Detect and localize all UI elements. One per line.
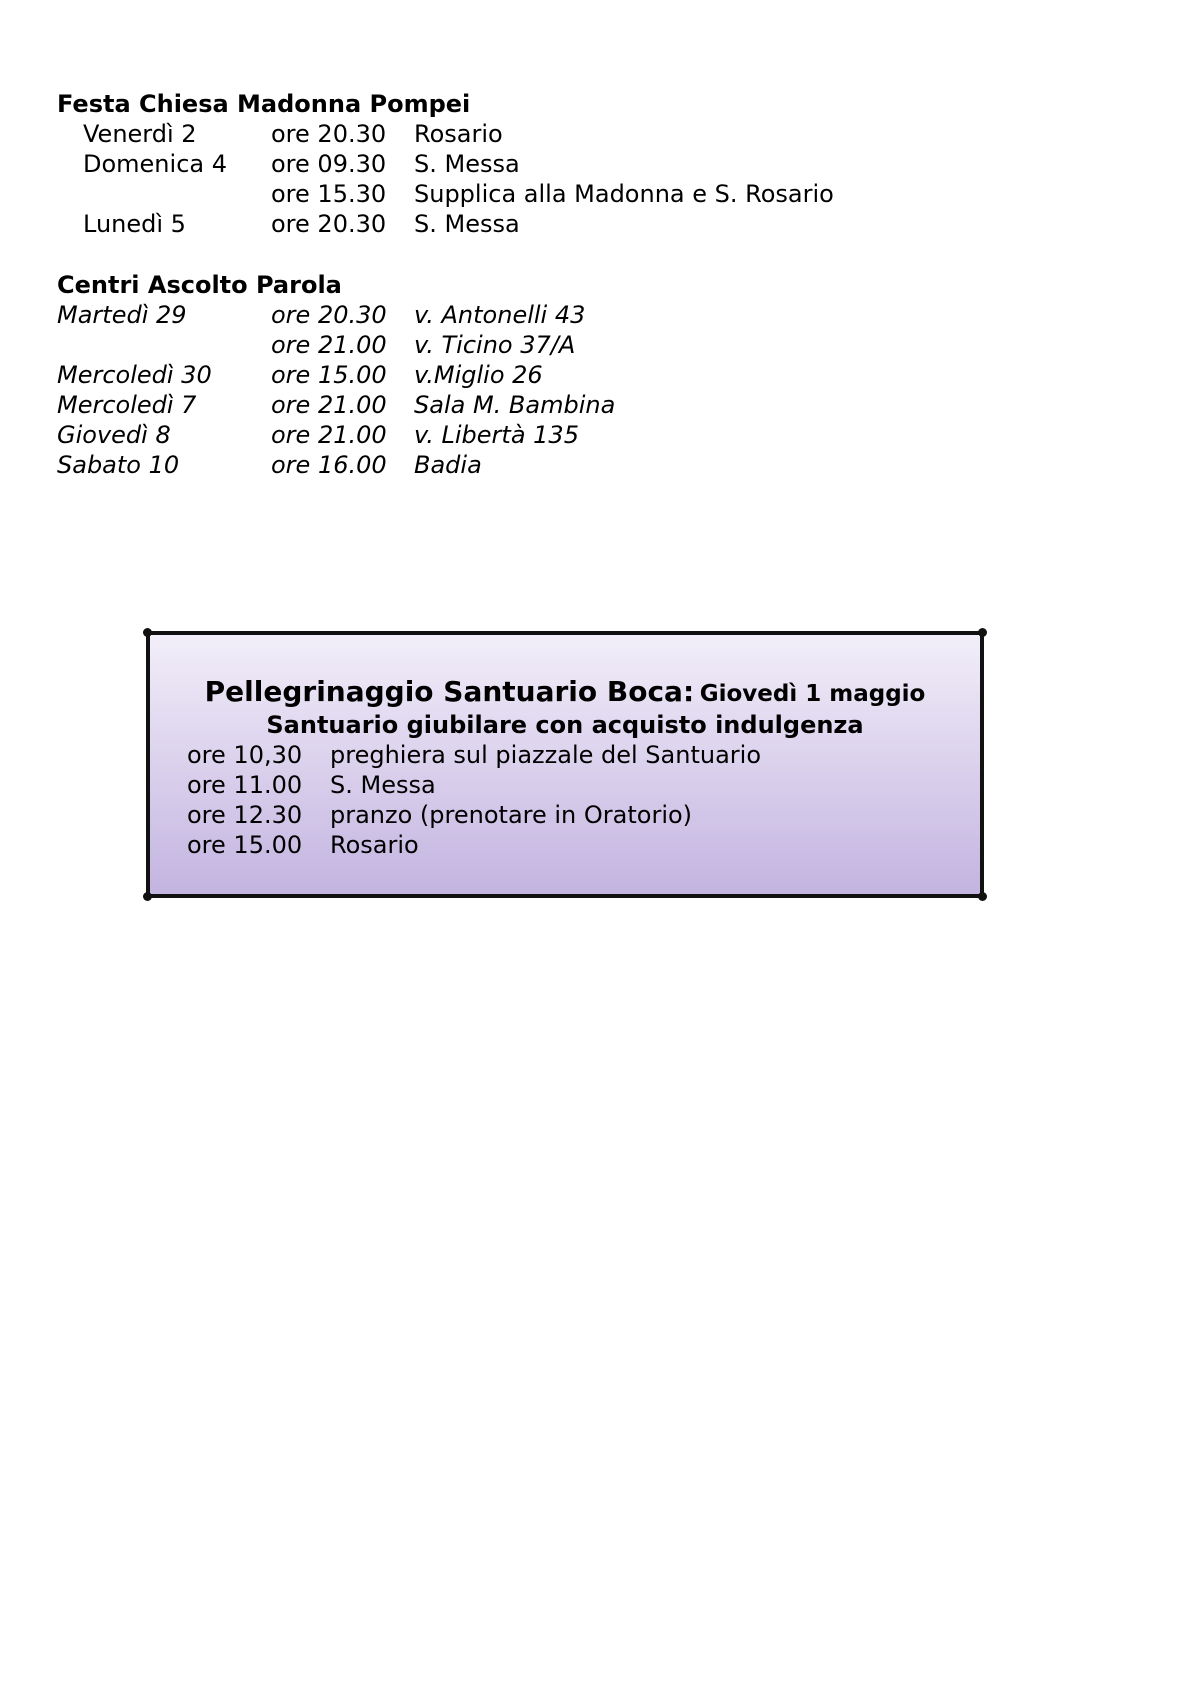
time-label: ore 15.30 xyxy=(271,180,387,208)
schedule-row xyxy=(187,800,967,830)
location-label: v. Ticino 37/A xyxy=(414,331,576,359)
pilgrimage-subtitle: Santuario giubilare con acquisto indulgenza xyxy=(266,711,864,739)
event-label: Supplica alla Madonna e S. Rosario xyxy=(414,180,834,208)
event-label: preghiera sul piazzale del Santuario xyxy=(330,741,762,769)
location-label: v.Miglio 26 xyxy=(414,361,543,389)
schedule-row xyxy=(57,330,957,360)
event-label: S. Messa xyxy=(330,771,436,799)
day-label: Giovedì 8 xyxy=(57,421,171,449)
schedule-row xyxy=(57,209,957,239)
frame-corner xyxy=(143,892,152,901)
location-label: v. Antonelli 43 xyxy=(414,301,586,329)
centri-title: Centri Ascolto Parola xyxy=(57,271,342,299)
centri-list xyxy=(57,300,957,480)
pilgrimage-box xyxy=(146,631,984,898)
time-label: ore 09.30 xyxy=(271,150,387,178)
schedule-row xyxy=(57,179,957,209)
schedule-row xyxy=(57,390,957,420)
frame-corner xyxy=(143,628,152,637)
location-label: v. Libertà 135 xyxy=(414,421,579,449)
schedule-row xyxy=(57,360,957,390)
pilgrimage-heading xyxy=(150,675,980,708)
location-label: Badia xyxy=(414,451,482,479)
time-label: ore 11.00 xyxy=(187,771,303,799)
centri-section xyxy=(57,270,957,480)
event-label: S. Messa xyxy=(414,150,520,178)
time-label: ore 21.00 xyxy=(271,421,387,449)
schedule-row xyxy=(187,770,967,800)
time-label: ore 15.00 xyxy=(271,361,387,389)
time-label: ore 20.30 xyxy=(271,301,387,329)
frame-corner xyxy=(978,628,987,637)
day-label: Sabato 10 xyxy=(57,451,180,479)
time-label: ore 21.00 xyxy=(271,391,387,419)
time-label: ore 16.00 xyxy=(271,451,387,479)
time-label: ore 10,30 xyxy=(187,741,303,769)
event-label: pranzo (prenotare in Oratorio) xyxy=(330,801,693,829)
festa-section xyxy=(57,89,957,239)
schedule-row xyxy=(57,119,957,149)
event-label: S. Messa xyxy=(414,210,520,238)
day-label: Mercoledì 30 xyxy=(57,361,212,389)
day-label: Lunedì 5 xyxy=(83,210,186,238)
schedule-row xyxy=(57,420,957,450)
schedule-row xyxy=(187,740,967,770)
pilgrimage-title: Pellegrinaggio Santuario Boca: xyxy=(204,675,695,708)
frame-corner xyxy=(978,892,987,901)
time-label: ore 12.30 xyxy=(187,801,303,829)
time-label: ore 20.30 xyxy=(271,210,387,238)
schedule-row xyxy=(57,149,957,179)
day-label: Martedì 29 xyxy=(57,301,187,329)
day-label: Domenica 4 xyxy=(83,150,227,178)
festa-title: Festa Chiesa Madonna Pompei xyxy=(57,90,471,118)
time-label: ore 20.30 xyxy=(271,120,387,148)
schedule-row xyxy=(57,300,957,330)
day-label: Venerdì 2 xyxy=(83,120,197,148)
day-label: Mercoledì 7 xyxy=(57,391,197,419)
schedule-row xyxy=(187,830,967,860)
location-label: Sala M. Bambina xyxy=(414,391,616,419)
schedule-row xyxy=(57,450,957,480)
event-label: Rosario xyxy=(414,120,503,148)
time-label: ore 15.00 xyxy=(187,831,303,859)
pilgrimage-date: Giovedì 1 maggio xyxy=(699,681,926,707)
event-label: Rosario xyxy=(330,831,419,859)
pilgrimage-schedule xyxy=(187,740,967,860)
time-label: ore 21.00 xyxy=(271,331,387,359)
